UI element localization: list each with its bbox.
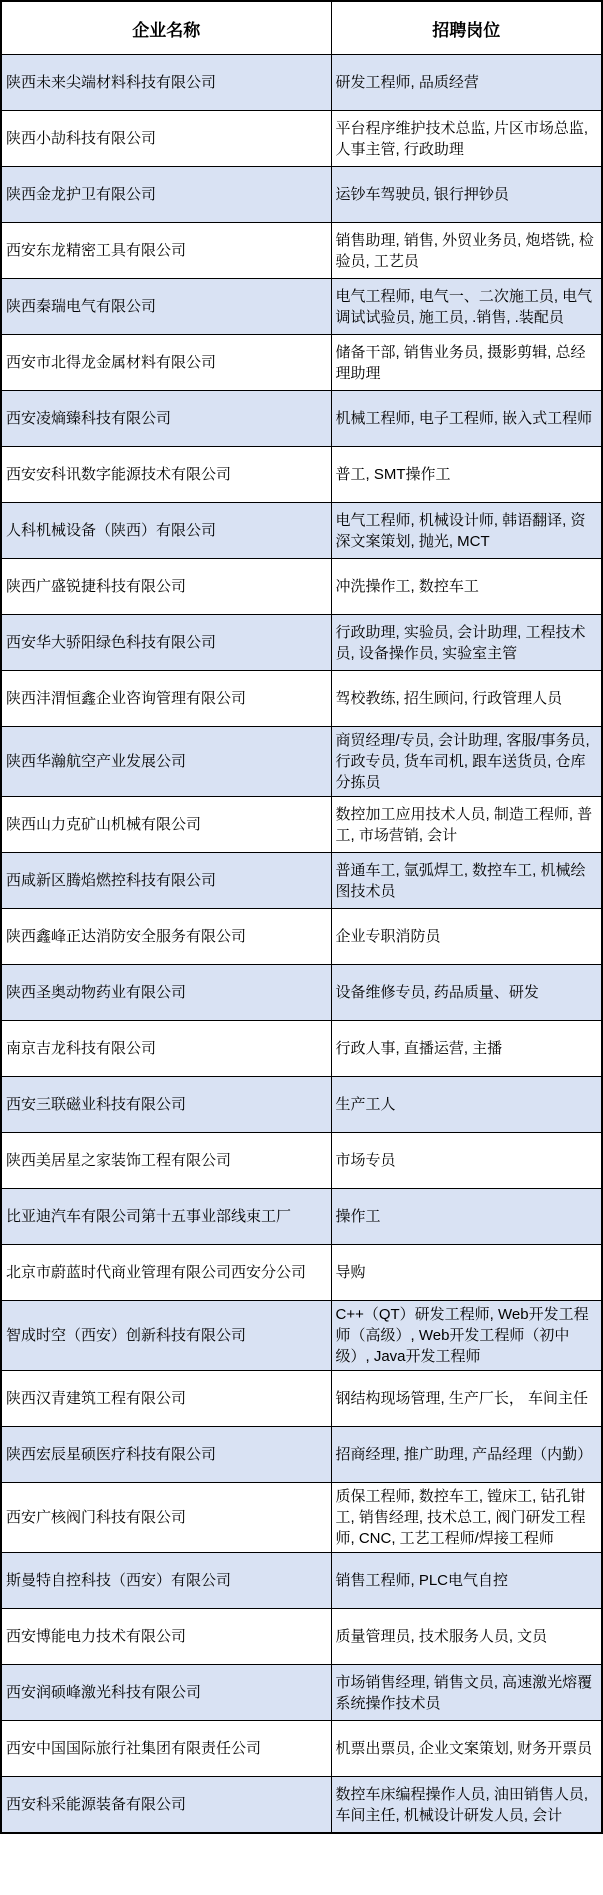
company-cell: 西安广核阀门科技有限公司	[1, 1483, 331, 1553]
company-cell: 西安安科讯数字能源技术有限公司	[1, 447, 331, 503]
table-row	[1, 1301, 602, 1371]
positions-cell: 销售工程师, PLC电气自控	[331, 1553, 602, 1609]
table-row	[1, 1483, 602, 1553]
company-cell: 智成时空（西安）创新科技有限公司	[1, 1301, 331, 1371]
company-cell: 陕西未来尖端材料科技有限公司	[1, 55, 331, 111]
positions-cell: 运钞车驾驶员, 银行押钞员	[331, 167, 602, 223]
company-cell: 陕西鑫峰正达消防安全服务有限公司	[1, 909, 331, 965]
company-cell: 比亚迪汽车有限公司第十五事业部线束工厂	[1, 1189, 331, 1245]
table-row	[1, 279, 602, 335]
positions-cell: 驾校教练, 招生顾问, 行政管理人员	[331, 671, 602, 727]
positions-cell: 储备干部, 销售业务员, 摄影剪辑, 总经理助理	[331, 335, 602, 391]
positions-cell: 质量管理员, 技术服务人员, 文员	[331, 1609, 602, 1665]
positions-cell: 数控加工应用技术人员, 制造工程师, 普工, 市场营销, 会计	[331, 797, 602, 853]
company-cell: 陕西美居星之家装饰工程有限公司	[1, 1133, 331, 1189]
table-row	[1, 727, 602, 797]
table-row	[1, 335, 602, 391]
table-row	[1, 853, 602, 909]
company-cell: 陕西小劼科技有限公司	[1, 111, 331, 167]
table-row	[1, 1553, 602, 1609]
positions-cell: 行政助理, 实验员, 会计助理, 工程技术员, 设备操作员, 实验室主管	[331, 615, 602, 671]
table-row	[1, 447, 602, 503]
company-cell: 西咸新区腾焰燃控科技有限公司	[1, 853, 331, 909]
positions-cell: 行政人事, 直播运营, 主播	[331, 1021, 602, 1077]
table-row	[1, 167, 602, 223]
table-row	[1, 797, 602, 853]
company-cell: 陕西圣奥动物药业有限公司	[1, 965, 331, 1021]
positions-cell: 研发工程师, 品质经营	[331, 55, 602, 111]
table-row	[1, 909, 602, 965]
positions-cell: 企业专职消防员	[331, 909, 602, 965]
company-cell: 西安中国国际旅行社集团有限责任公司	[1, 1721, 331, 1777]
table-row	[1, 223, 602, 279]
table-row	[1, 1021, 602, 1077]
company-cell: 西安博能电力技术有限公司	[1, 1609, 331, 1665]
table-row	[1, 1189, 602, 1245]
positions-cell: 钢结构现场管理, 生产厂长， 车间主任	[331, 1371, 602, 1427]
table-row	[1, 559, 602, 615]
table-row	[1, 111, 602, 167]
table-row	[1, 965, 602, 1021]
positions-cell: 机票出票员, 企业文案策划, 财务开票员	[331, 1721, 602, 1777]
company-cell: 西安市北得龙金属材料有限公司	[1, 335, 331, 391]
company-cell: 陕西汉青建筑工程有限公司	[1, 1371, 331, 1427]
positions-cell: 招商经理, 推广助理, 产品经理（内勤）	[331, 1427, 602, 1483]
positions-cell: 市场销售经理, 销售文员, 高速激光熔覆系统操作技术员	[331, 1665, 602, 1721]
positions-cell: 商贸经理/专员, 会计助理, 客服/事务员, 行政专员, 货车司机, 跟车送货员, 仓库分拣员	[331, 727, 602, 797]
table-row	[1, 1665, 602, 1721]
company-cell: 西安华大骄阳绿色科技有限公司	[1, 615, 331, 671]
table-row	[1, 671, 602, 727]
company-cell: 人科机械设备（陕西）有限公司	[1, 503, 331, 559]
table-row	[1, 1777, 602, 1834]
table-row	[1, 503, 602, 559]
company-cell: 陕西沣渭恒鑫企业咨询管理有限公司	[1, 671, 331, 727]
positions-cell: 设备维修专员, 药品质量、研发	[331, 965, 602, 1021]
positions-cell: 电气工程师, 机械设计师, 韩语翻译, 资深文案策划, 抛光, MCT	[331, 503, 602, 559]
company-cell: 陕西金龙护卫有限公司	[1, 167, 331, 223]
positions-cell: 质保工程师, 数控车工, 镗床工, 钻孔钳工, 销售经理, 技术总工, 阀门研发工程师, CNC, 工艺工程师/焊接工程师	[331, 1483, 602, 1553]
table-row	[1, 55, 602, 111]
company-cell: 陕西华瀚航空产业发展公司	[1, 727, 331, 797]
positions-cell: 市场专员	[331, 1133, 602, 1189]
company-cell: 陕西宏辰星硕医疗科技有限公司	[1, 1427, 331, 1483]
table-row	[1, 1133, 602, 1189]
positions-cell: 机械工程师, 电子工程师, 嵌入式工程师	[331, 391, 602, 447]
positions-cell: 操作工	[331, 1189, 602, 1245]
table-row	[1, 1721, 602, 1777]
positions-cell: 电气工程师, 电气一、二次施工员, 电气调试试验员, 施工员, .销售, .装配员	[331, 279, 602, 335]
positions-cell: 冲洗操作工, 数控车工	[331, 559, 602, 615]
header-positions: 招聘岗位	[331, 1, 602, 55]
company-cell: 西安凌熵臻科技有限公司	[1, 391, 331, 447]
company-cell: 南京吉龙科技有限公司	[1, 1021, 331, 1077]
company-cell: 西安科采能源装备有限公司	[1, 1777, 331, 1834]
positions-cell: 平台程序维护技术总监, 片区市场总监, 人事主管, 行政助理	[331, 111, 602, 167]
table-row	[1, 1371, 602, 1427]
positions-cell: 导购	[331, 1245, 602, 1301]
table-row	[1, 1077, 602, 1133]
positions-cell: C++（QT）研发工程师, Web开发工程师（高级）, Web开发工程师（初中级）, Java开发工程师	[331, 1301, 602, 1371]
table-row	[1, 1245, 602, 1301]
positions-cell: 数控车床编程操作人员, 油田销售人员, 车间主任, 机械设计研发人员, 会计	[331, 1777, 602, 1834]
company-cell: 陕西广盛锐捷科技有限公司	[1, 559, 331, 615]
header-company: 企业名称	[1, 1, 331, 55]
table-row	[1, 615, 602, 671]
company-cell: 西安东龙精密工具有限公司	[1, 223, 331, 279]
company-cell: 西安三联磁业科技有限公司	[1, 1077, 331, 1133]
positions-cell: 销售助理, 销售, 外贸业务员, 炮塔铣, 检验员, 工艺员	[331, 223, 602, 279]
company-cell: 斯曼特自控科技（西安）有限公司	[1, 1553, 331, 1609]
table-row	[1, 391, 602, 447]
table-row	[1, 1427, 602, 1483]
company-cell: 西安润硕峰激光科技有限公司	[1, 1665, 331, 1721]
company-cell: 陕西秦瑞电气有限公司	[1, 279, 331, 335]
positions-cell: 普通车工, 氩弧焊工, 数控车工, 机械绘图技术员	[331, 853, 602, 909]
table-row	[1, 1609, 602, 1665]
header-row	[1, 1, 602, 55]
positions-cell: 生产工人	[331, 1077, 602, 1133]
company-cell: 北京市蔚蓝时代商业管理有限公司西安分公司	[1, 1245, 331, 1301]
positions-cell: 普工, SMT操作工	[331, 447, 602, 503]
company-cell: 陕西山力克矿山机械有限公司	[1, 797, 331, 853]
